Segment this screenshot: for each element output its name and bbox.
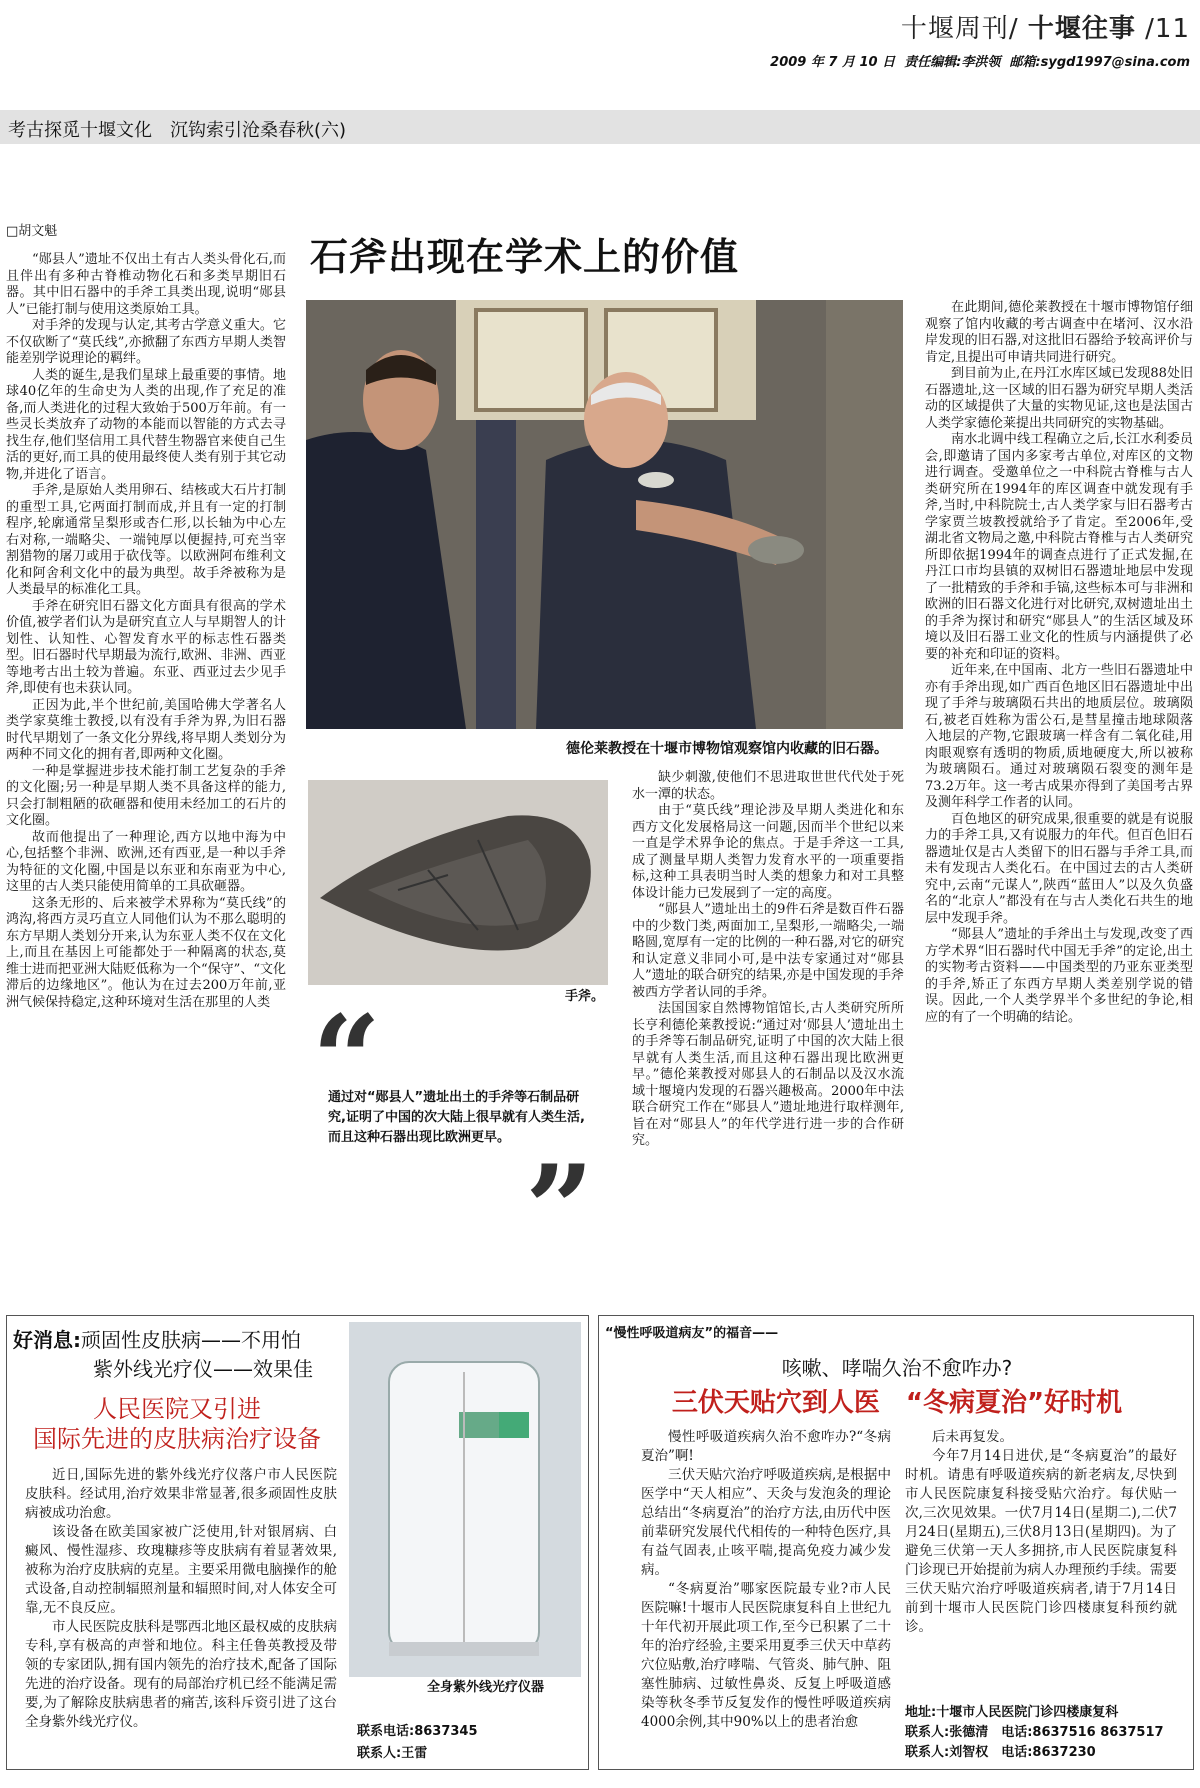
ad1-phone: 联系电话:8637345 xyxy=(357,1724,478,1739)
ad2-title: 三伏天贴穴到人医 “冬病夏治”好时机 xyxy=(671,1388,1123,1418)
paragraph: 手斧在研究旧石器文化方面具有很高的学术价值,被学者们认为是研究直立人与早期智人的计划性、认知性、心智发育水平的标志性石器类型。旧石器时代早期最为流行,欧洲、非洲、西亚等地考古出土较为普遍。东亚、西亚过去少见手斧,即使有也未获认同。 xyxy=(6,598,286,696)
ad1-label: 好消息: xyxy=(13,1328,81,1352)
ad1-title xyxy=(17,1394,337,1454)
uv-device-icon xyxy=(349,1322,581,1677)
photo-caption: 德伦莱教授在十堰市博物馆观察馆内收藏的旧石器。 xyxy=(566,741,888,757)
paragraph: 三伏天贴穴治疗呼吸道疾病,是根据中医学中“天人相应”、天灸与发泡灸的理论总结出“冬病夏治”的治疗方法,由历代中医前辈研究发展代代相传的一种特色医疗,具有益气固表,止咳平喘,提高免疫力减少发病。 xyxy=(641,1467,891,1578)
paragraph: 手斧,是原始人类用卵石、结核或大石片打制的重型工具,它两面打制而成,并且有一定的打制程序,轮廓通常呈梨形或杏仁形,以长轴为中心左右对称,一端略尖、一端钝厚以便握持,可充当宰割猎物的屠刀或用于砍伐等。以欧洲阿布维利文化和阿舍利文化中的最为典型。故手斧被称为是人类最早的标准化工具。 xyxy=(6,483,286,597)
ad1-line1: 顽固性皮肤病——不用怕 xyxy=(81,1328,301,1352)
open-quote-icon: “ xyxy=(312,989,382,1130)
device-photo xyxy=(349,1322,581,1677)
paragraph: “郧县人”遗址不仅出土有古人类头骨化石,而且伴出有多种古脊椎动物化石和多类早期旧石器。其中旧石器中的手斧工具类出现,说明“郧县人”已能打制与使用这类原始工具。 xyxy=(6,252,286,317)
ad1-contact: 联系人:王雷 xyxy=(357,1746,428,1761)
hand-axe-image xyxy=(308,780,608,985)
paragraph: 后未再复发。 xyxy=(932,1429,1013,1445)
article-column-1 xyxy=(6,252,286,1011)
paragraph: 这条无形的、后来被学术界称为“莫氏线”的鸿沟,将西方灵巧直立人同他们认为不那么聪明的东方早期人类划分开来,认为东亚人类不仅在文化上,而且在基因上可能都处于一种隔离的状态,莫维士进而把亚洲大陆贬低称为一个“保守”、“文化滞后的边缘地区”。他认为在过去200万年前,亚洲气候保持稳定,这种环境对生活在那里的人类 xyxy=(6,895,286,1010)
paragraph: 慢性呼吸道疾病久治不愈咋办?“冬病夏治”啊! xyxy=(641,1429,891,1464)
paragraph: 一种是掌握进步技术能打制工艺复杂的手斧的文化圈;另一种是早期人类不具备这样的能力,只会打制粗陋的砍砸器和使用未经加工的石片的文化圈。 xyxy=(6,763,286,828)
masthead-title: 十堰周刊/ 十堰往事 /11 xyxy=(900,14,1190,44)
paragraph: 缺少刺激,使他们不思进取世世代代处于死水一潭的状态。 xyxy=(632,770,904,802)
paragraph: 正因为此,半个世纪前,美国哈佛大学著名人类学家莫维士教授,以有没有手斧为界,为旧石器时代早期划了一条文化分界线,将早期人类划分为两种不同文化的拥有者,即两种文化圈。 xyxy=(6,697,286,762)
ad2-body-left xyxy=(641,1428,891,1732)
paragraph: 今年7月14日进伏,是“冬病夏治”的最好时机。请患有呼吸道疾病的新老病友,尽快到市人民医院康复科接受贴穴治疗。每伏贴一次,三次见效果。一伏7月14日(星期二),二伏7月24日(星期五),三伏8月13日(星期四)。为了避免三伏第一天人多拥挤,市人民医院康复科门诊现已开始提前为病人办理预约手续。需要三伏天贴穴治疗呼吸道疾病者,请于7月14日前到十堰市人民医院门诊四楼康复科预约就诊。 xyxy=(905,1448,1177,1635)
ad2-subtitle: 咳嗽、哮喘久治不愈咋办? xyxy=(781,1356,1013,1380)
ad1-title-line1: 人民医院又引进 xyxy=(93,1395,261,1423)
ad2-kicker: “慢性呼吸道病友”的福音—— xyxy=(605,1326,779,1341)
masthead-info xyxy=(770,51,1190,70)
series-title: 考古探觅十堰文化 沉钩索引沧桑春秋(六) xyxy=(8,120,347,141)
ad-respiratory xyxy=(598,1315,1194,1770)
paragraph: 由于“莫氏线”理论涉及早期人类进化和东西方文化发展格局这一问题,因而半个世纪以来一直是学术界争论的焦点。于是手斧这一工具,成了测量早期人类智力发育水平的一项重要指标,这种工具表明当时人类的想象力和对工具整体设计能力已发展到了一定的高度。 xyxy=(632,803,904,901)
issue-date: 2009 年 7 月 10 日 xyxy=(770,55,896,70)
paragraph: “冬病夏治”哪家医院最专业?市人民医院嘛!十堰市人民医院康复科自上世纪九十年代初开展此项工作,至今已积累了二十年的治疗经验,主要采用夏季三伏天中草药穴位贴敷,治疗哮喘、气管炎、肺气肿、阻塞性肺病、过敏性鼻炎、反复上呼吸道感染等秋冬季节反复发作的慢性呼吸道疾病4000余例,其中90%以上的患者治愈 xyxy=(641,1581,891,1730)
paragraph: 人类的诞生,是我们星球上最重要的事情。地球40亿年的生命史为人类的出现,作了充足的准备,而人类进化的过程大致始于500万年前。有一些灵长类放弃了动物的本能而以智能的方式去寻找生存,他们坚信用工具代替生物器官来使自己生活的更好,而工具的使用最终使人类有别于其它动物,并进化了语言。 xyxy=(6,367,286,482)
pull-quote: 通过对“郧县人”遗址出土的手斧等石制品研究,证明了中国的次大陆上很早就有人类生活,而且这种石器出现比欧洲更早。 xyxy=(328,1090,585,1145)
paragraph: 该设备在欧美国家被广泛使用,针对银屑病、白癜风、慢性湿疹、玫瑰糠疹等皮肤病有着显著效果,被称为治疗皮肤病的克星。主要采用微电脑操作的舱式设备,自动控制辐照剂量和辐照时间,对人体安全可靠,无不良反应。 xyxy=(25,1524,337,1616)
article-column-3 xyxy=(925,300,1193,1026)
paragraph: 在此期间,德伦莱教授在十堰市博物馆仔细观察了馆内收藏的考古调查中在堵河、汉水沿岸发现的旧石器,对这批旧石器给予较高评价与肯定,且提出可申请共同进行研究。 xyxy=(925,300,1193,365)
editor: 责任编辑:李洪领 xyxy=(904,55,1001,70)
paragraph: 南水北调中线工程确立之后,长江水利委员会,即邀请了国内多家考古单位,对库区的文物进行调查。受邀单位之一中科院古脊椎与古人类研究所在1994年的库区调查中就发现有手斧,当时,中科院院士,古人类学家与旧石器考古学家贾兰坡教授就给予了肯定。至2006年,受湖北省文物局之邀,中科院古脊椎与古人类研究所即依据1994年的调查点进行了正式发掘,在丹江口市均县镇的双树旧石器遗址地层中发现了一批精致的手斧和手镐,这些标本可与非洲和欧洲的旧石器文化进行对比研究,双树遗址出土的手斧为探讨和研究“郧县人”的生活区域及环境以及旧石器工业文化的性质与内涵提供了必要的补充和印证的资料。 xyxy=(925,432,1193,662)
paragraph: 百色地区的研究成果,很重要的就是有说服力的手斧工具,又有说服力的年代。但百色旧石器遗址仅是古人类留下的旧石器与手斧工具,而未有发现古人类化石。在中国过去的古人类研究中,云南“元谋人”,陕西“蓝田人”以及久负盛名的“北京人”都没有在与古人类化石共生的地层中发现手斧。 xyxy=(925,811,1193,926)
paragraph: 法国国家自然博物馆馆长,古人类研究所所长亨利德伦莱教授说:“通过对‘郧县人’遗址出土的手斧等石制品研究,证明了中国的次大陆上很早就有人类生活,而且这种石器出现比欧洲更早。”德伦莱教授对郧县人的石制品以及汉水流域十堰境内发现的石器兴趣极高。2000年中法联合研究工作在“郧县人”遗址地进行取样测年,旨在对“郧县人”的年代学进行进一步的合作研究。 xyxy=(632,1001,904,1148)
paragraph: 对手斧的发现与认定,其考古学意义重大。它不仅砍断了“莫氏线”,亦掀翻了东西方早期人类智能差别学说理论的羁绊。 xyxy=(6,318,286,366)
ad2-body-right xyxy=(905,1428,1177,1637)
ad2-contact2: 联系人:刘智权 电话:8637230 xyxy=(905,1745,1096,1760)
paragraph: “郧县人”遗址出土的9件石斧是数百件石器中的少数门类,两面加工,呈梨形,一端略尖,一端略圆,宽厚有一定的比例的一种石器,对它的研究和认定意义非同小可,是中法专家通过对“郧县人”遗址的联合研究的结果,亦是中国发现的手斧被西方学者认同的手斧。 xyxy=(632,902,904,1000)
paragraph: 近日,国际先进的紫外线光疗仪落户市人民医院皮肤科。经试用,治疗效果非常显著,很多顽固性皮肤病被成功治愈。 xyxy=(25,1467,337,1521)
masthead xyxy=(770,8,1190,70)
paragraph: “郧县人”遗址的手斧出土与发现,改变了西方学术界“旧石器时代中国无手斧”的定论,出土的实物考古资料——中国类型的乃亚东亚类型的手斧,矫正了东西方早期人类差别学说的错误。因此,一个人类学界半个多世纪的争论,相应的有了一个明确的结论。 xyxy=(925,927,1193,1025)
article-column-2 xyxy=(632,770,904,1150)
section-name: 十堰周刊 xyxy=(900,14,1009,44)
close-quote-icon: ” xyxy=(525,1139,595,1280)
ad1-line2: 紫外线光疗仪——效果佳 xyxy=(93,1357,313,1381)
headline: 石斧出现在学术上的价值 xyxy=(310,235,740,279)
ad2-address: 地址:十堰市人民医院门诊四楼康复科 xyxy=(905,1705,1119,1720)
byline: □胡文魁 xyxy=(6,224,58,239)
ad-dermatology xyxy=(6,1315,589,1770)
email: 邮箱:sygd1997@sina.com xyxy=(1009,55,1190,70)
paragraph: 市人民医院皮肤科是鄂西北地区最权威的皮肤病专科,享有极高的声誉和地位。科主任鲁英教授及带领的专家团队,拥有国内领先的治疗技术,配备了国际先进的治疗设备。现有的局部治疗机已经不能满足需要,为了解除皮肤病患者的痛苦,该科斥资引进了这台全身紫外线光疗仪。 xyxy=(25,1619,337,1730)
ad2-contact1: 联系人:张德清 电话:8637516 8637517 xyxy=(905,1725,1164,1740)
ad1-body xyxy=(25,1466,337,1732)
hand-axe-icon xyxy=(308,780,608,985)
ad1-title-line2: 国际先进的皮肤病治疗设备 xyxy=(33,1425,321,1453)
museum-photo-image xyxy=(306,300,903,729)
series-bar xyxy=(0,110,1200,144)
paragraph: 故而他提出了一种理论,西方以地中海为中心,包括整个非洲、欧洲,还有西亚,是一种以手斧为特征的文化圈,中国是以东亚和东南亚为中心,这里的古人类只能使用简单的工具砍砸器。 xyxy=(6,829,286,894)
paragraph: 到目前为止,在丹江水库区域已发现88处旧石器遗址,这一区域的旧石器为研究早期人类活动的区域提供了大量的实物见证,这也是法国古人类学家德伦莱提出共同研究的实物基础。 xyxy=(925,366,1193,431)
paragraph: 近年来,在中国南、北方一些旧石器遗址中亦有手斧出现,如广西百色地区旧石器遗址中出现了手斧与玻璃陨石共出的地质层位。玻璃陨石,被老百姓称为雷公石,是彗星撞击地球陨落入地层的产物,它跟玻璃一样含有二氧化硅,用肉眼观察有透明的物质,质地硬度大,所以被称为玻璃陨石。通过对玻璃陨石裂变的测年是73.2万年。这一考古成果亦得到了美国考古界及测年科学工作者的认同。 xyxy=(925,663,1193,810)
ad1-header xyxy=(13,1324,313,1382)
axe-caption: 手斧。 xyxy=(565,989,605,1004)
column-name: 十堰往事 xyxy=(1027,14,1136,44)
museum-photo xyxy=(306,300,903,729)
device-caption: 全身紫外线光疗仪器 xyxy=(427,1680,545,1695)
page-number: /11 xyxy=(1145,14,1190,44)
